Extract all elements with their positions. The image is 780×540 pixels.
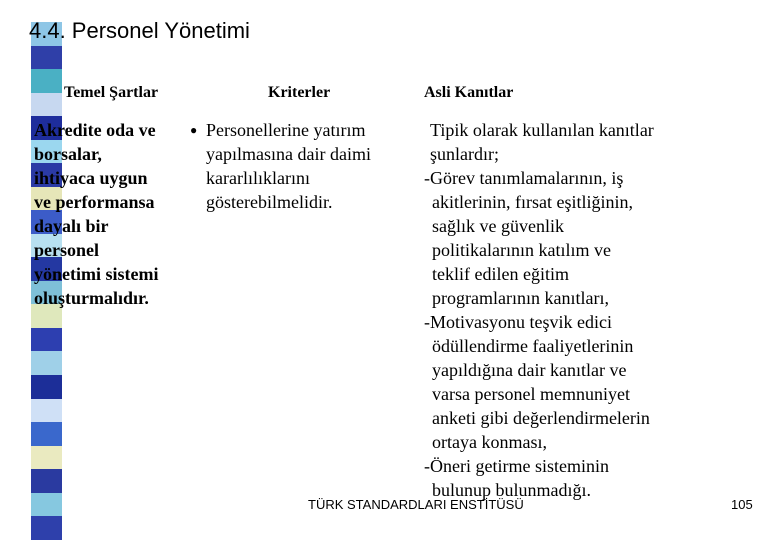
text-line: yapılmasına dair daimi: [206, 144, 371, 164]
strip-block: [31, 422, 62, 446]
text-line: -Öneri getirme sisteminin: [424, 456, 609, 476]
text-line: bulunup bulunmadığı.: [432, 480, 591, 500]
text-line: yapıldığına dair kanıtlar ve: [432, 360, 627, 380]
page-number: 105: [731, 497, 753, 512]
text-line: Akredite oda ve: [34, 120, 156, 140]
strip-block: [31, 69, 62, 93]
text-line: varsa personel memnuniyet: [432, 384, 630, 404]
text-line: ortaya konması,: [432, 432, 547, 452]
text-line: dayalı bir: [34, 216, 109, 236]
text-line: -Motivasyonu teşvik edici: [424, 312, 612, 332]
strip-block: [31, 399, 62, 423]
text-line: kararlılıklarını: [206, 168, 310, 188]
strip-block: [31, 328, 62, 352]
text-line: borsalar,: [34, 144, 102, 164]
text-line: programlarının kanıtları,: [432, 288, 609, 308]
footer-organization: TÜRK STANDARDLARI ENSTİTÜSÜ: [308, 497, 524, 512]
text-line: teklif edilen eğitim: [432, 264, 569, 284]
strip-block: [31, 93, 62, 117]
strip-block: [31, 516, 62, 540]
text-line: politikalarının katılım ve: [432, 240, 611, 260]
column-header-temel-sartlar: Temel Şartlar: [64, 84, 159, 101]
text-line: yönetimi sistemi: [34, 264, 159, 284]
bullet-icon: ●: [190, 123, 198, 137]
strip-block: [31, 351, 62, 375]
slide-title: 4.4. Personel Yönetimi: [29, 18, 250, 43]
text-line: sağlık ve güvenlik: [432, 216, 564, 236]
text-line: Tipik olarak kullanılan kanıtlar: [430, 120, 654, 140]
text-line: akitlerinin, fırsat eşitliğinin,: [432, 192, 633, 212]
text-line: ve performansa: [34, 192, 155, 212]
text-line: anketi gibi değerlendirmelerin: [432, 408, 650, 428]
text-line: ihtiyaca uygun: [34, 168, 148, 188]
strip-block: [31, 46, 62, 70]
text-line: gösterebilmelidir.: [206, 192, 333, 212]
text-line: personel: [34, 240, 99, 260]
column-header-kriterler: Kriterler: [268, 84, 331, 101]
text-line: -Görev tanımlamalarının, iş: [424, 168, 624, 188]
strip-block: [31, 469, 62, 493]
column-header-asli-kanitlar: Asli Kanıtlar: [424, 84, 514, 101]
strip-block: [31, 375, 62, 399]
text-line: ödüllendirme faaliyetlerinin: [432, 336, 634, 356]
asli-kanitlar-text: [424, 118, 654, 502]
strip-block: [31, 446, 62, 470]
kriterler-text: [190, 118, 371, 214]
text-line: Personellerine yatırım: [206, 120, 366, 140]
strip-block: [31, 493, 62, 517]
temel-sartlar-text: [34, 118, 158, 310]
text-line: şunlardır;: [430, 144, 499, 164]
text-line: oluşturmalıdır.: [34, 288, 149, 308]
